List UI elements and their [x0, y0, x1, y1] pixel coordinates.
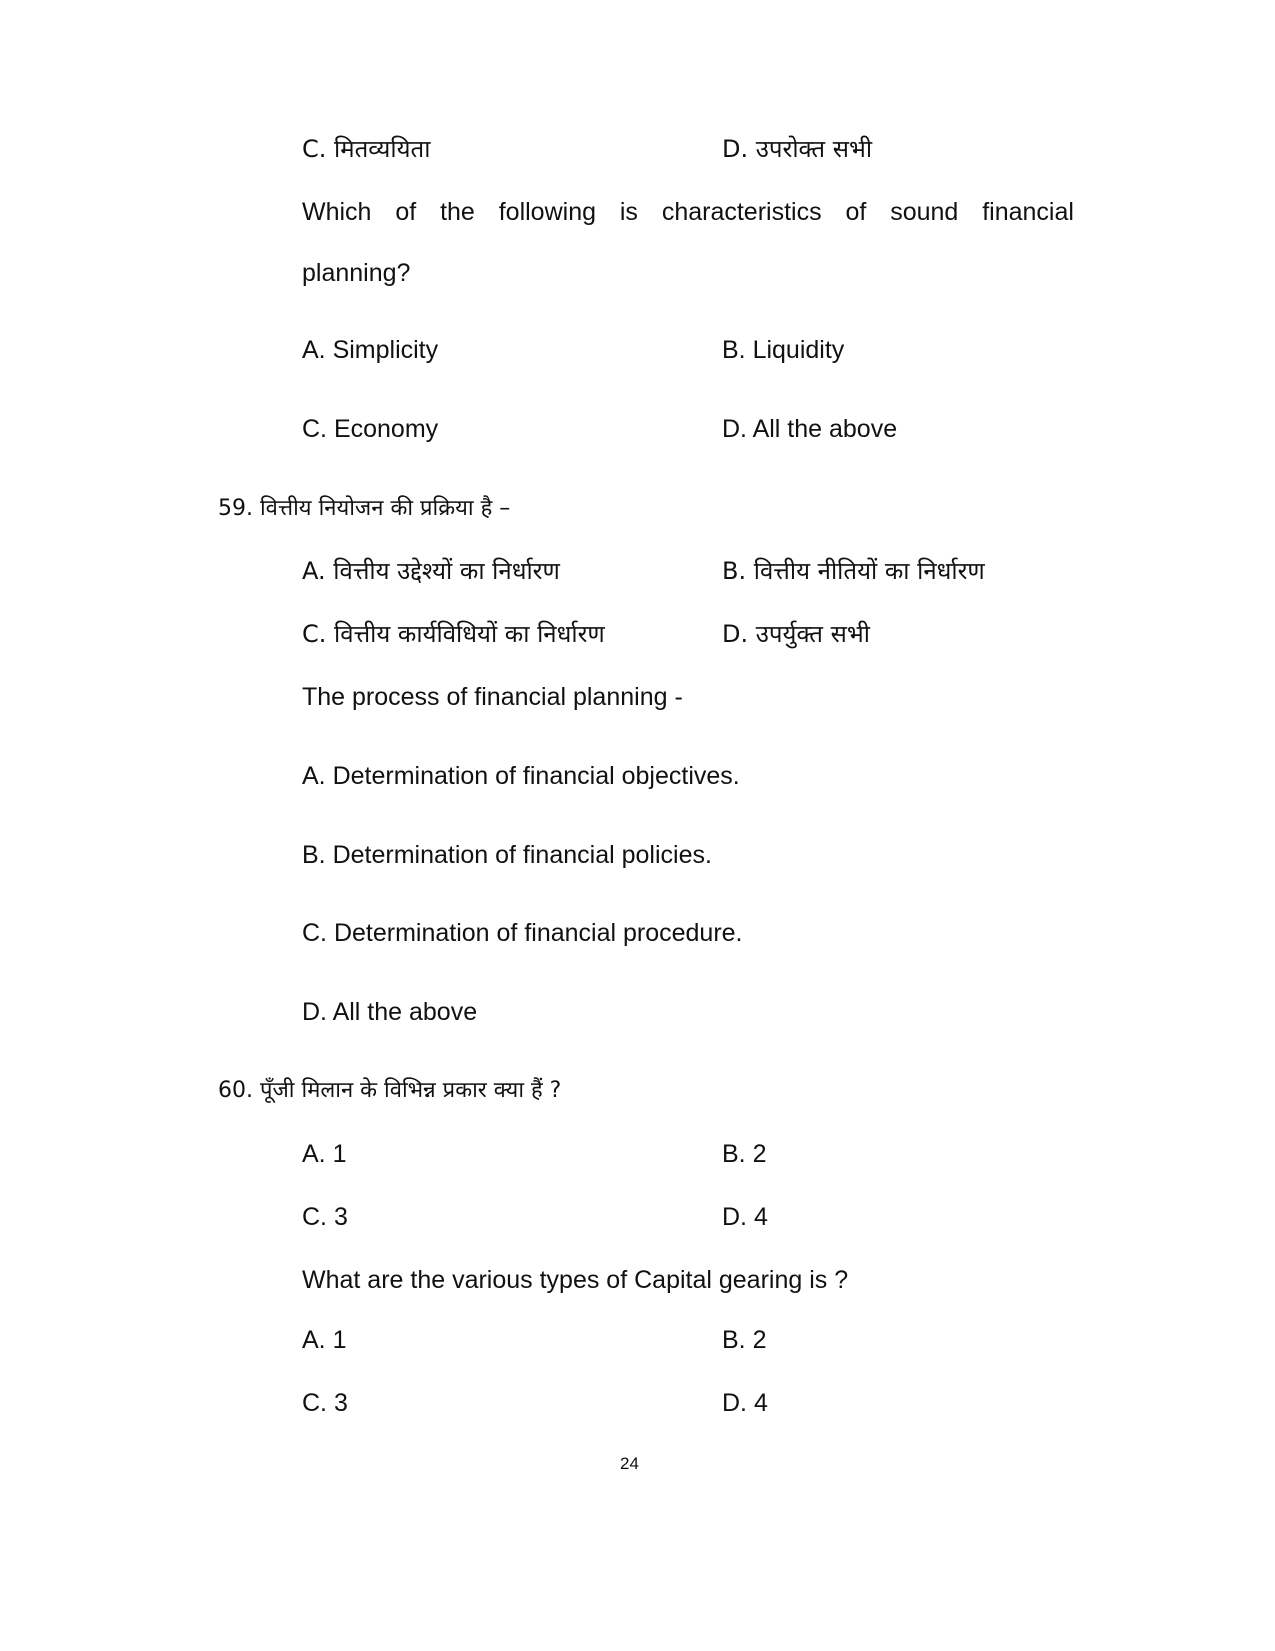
q60-hindi-option-c: C. 3 — [302, 1203, 348, 1231]
q59-hindi-option-d: D. उपर्युक्त सभी — [722, 620, 870, 648]
page-number: 24 — [620, 1454, 639, 1473]
q58-word: characteristics — [661, 198, 822, 226]
q58-word: Which — [302, 198, 372, 226]
q59-hindi-option-b: B. वित्तीय नीतियों का निर्धारण — [722, 557, 985, 585]
q60-english-option-c: C. 3 — [302, 1389, 348, 1417]
q60-hindi-option-d: D. 4 — [722, 1203, 768, 1231]
q58-english-option-b: B. Liquidity — [722, 336, 845, 364]
q58-word: sound — [890, 198, 959, 226]
q58-word: of — [845, 198, 867, 226]
q60-english-question: What are the various types of Capital gearing is ? — [302, 1266, 849, 1294]
q59-english-question: The process of financial planning - — [302, 683, 683, 711]
q58-hindi-option-d: D. उपरोक्त सभी — [722, 135, 873, 163]
q59-hindi-question: 59. वित्तीय नियोजन की प्रक्रिया है – — [218, 496, 511, 521]
q58-word: following — [498, 198, 596, 226]
q58-word: is — [619, 198, 638, 226]
q58-english-option-a: A. Simplicity — [302, 336, 439, 364]
q59-english-option-a: A. Determination of financial objectives. — [302, 762, 740, 790]
q60-hindi-option-a: A. 1 — [302, 1140, 347, 1168]
q59-english-option-b: B. Determination of financial policies. — [302, 841, 712, 869]
q60-english-option-d: D. 4 — [722, 1389, 768, 1417]
q58-word: financial — [982, 198, 1074, 226]
q58-word: the — [440, 198, 475, 226]
q58-english-option-d: D. All the above — [722, 415, 898, 443]
q58-hindi-option-c: C. मितव्ययिता — [302, 135, 431, 163]
q58-english-option-c: C. Economy — [302, 415, 439, 443]
q59-hindi-option-a: A. वित्तीय उद्देश्यों का निर्धारण — [302, 557, 560, 585]
q59-english-option-c: C. Determination of financial procedure. — [302, 919, 743, 947]
q58-english-question-line1 — [302, 197, 1074, 227]
q60-hindi-question: 60. पूँजी मिलान के विभिन्न प्रकार क्या हैं ? — [218, 1078, 562, 1103]
q58-word: of — [395, 198, 417, 226]
q60-english-option-b: B. 2 — [722, 1326, 767, 1354]
q60-hindi-option-b: B. 2 — [722, 1140, 767, 1168]
q58-english-question-line2: planning? — [302, 259, 411, 287]
q59-english-option-d: D. All the above — [302, 998, 478, 1026]
q60-english-option-a: A. 1 — [302, 1326, 347, 1354]
q59-hindi-option-c: C. वित्तीय कार्यविधियों का निर्धारण — [302, 620, 605, 648]
